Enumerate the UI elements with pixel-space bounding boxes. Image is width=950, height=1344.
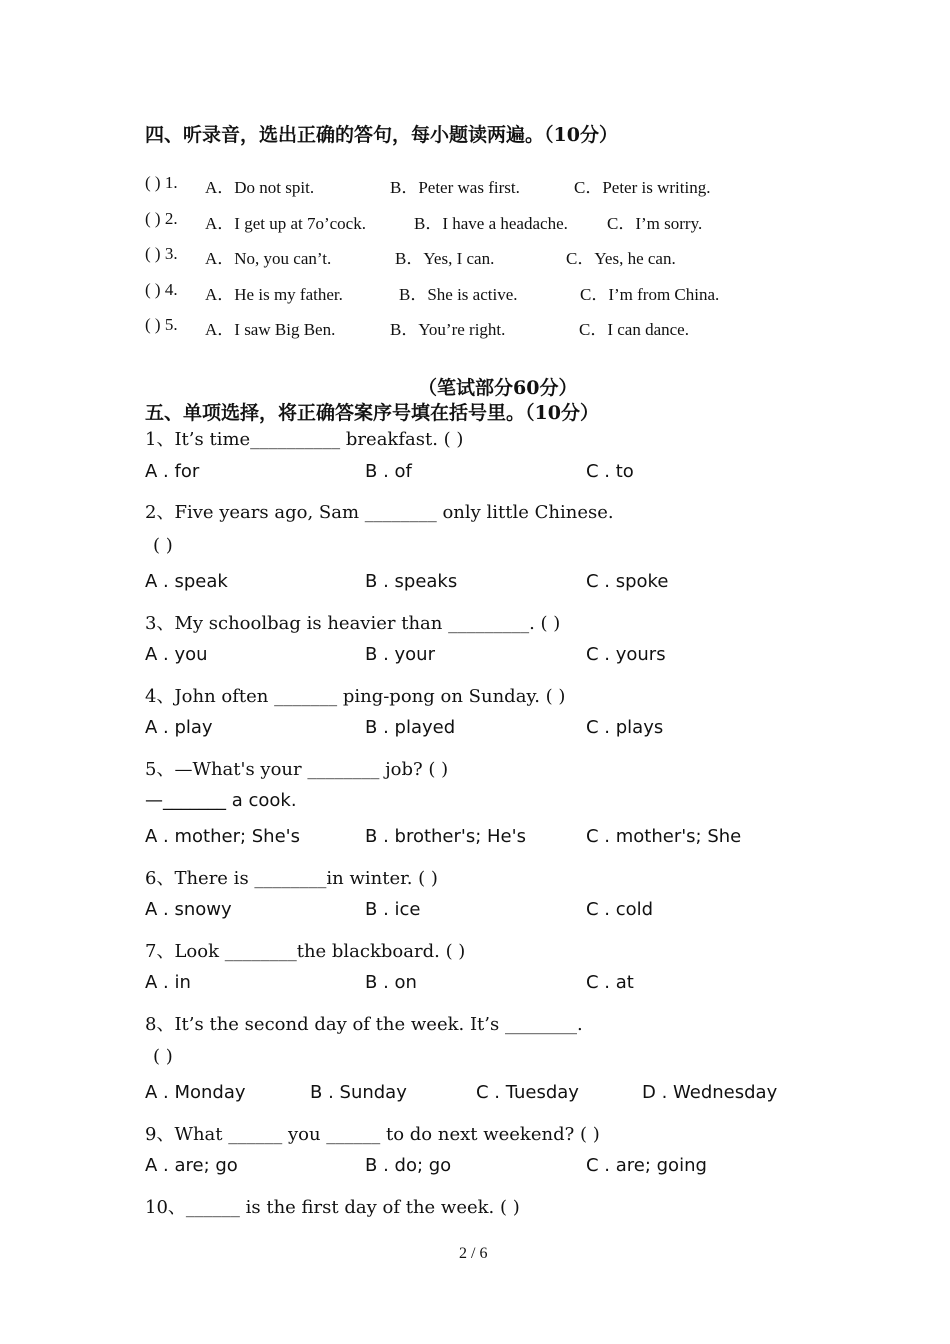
q8-option-b: B . Sunday [310, 1082, 407, 1103]
listen-item-3-num: ( ) 3. [145, 244, 178, 263]
listen-item-2-b: B．I have a headache. [414, 214, 568, 233]
q3-option-c: C . yours [586, 644, 666, 665]
listen-item-5-b: B．You’re right. [390, 320, 506, 339]
question-2-answer-paren: ( ) [153, 535, 173, 556]
listen-item-5-c: C．I can dance. [579, 320, 689, 339]
question-1: 1、It’s time__________ breakfast. ( ) [145, 429, 464, 450]
q7-option-b: B . on [365, 972, 417, 993]
q2-option-c: C . spoke [586, 571, 669, 592]
question-9: 9、What ______ you ______ to do next weekend? ( ) [145, 1124, 600, 1145]
listen-item-5-num: ( ) 5. [145, 315, 178, 334]
q7-option-c: C . at [586, 972, 634, 993]
q1-option-b: B . of [365, 461, 412, 482]
q9-option-a: A . are; go [145, 1155, 238, 1176]
question-5-reply: —_______ a cook. [145, 790, 297, 811]
q4-option-b: B . played [365, 717, 456, 738]
q7-option-a: A . in [145, 972, 191, 993]
q5-option-c: C . mother's; She [586, 826, 742, 847]
listen-item-3-c: C．Yes, he can. [566, 249, 676, 268]
q6-option-b: B . ice [365, 899, 421, 920]
question-3: 3、My schoolbag is heavier than _________. ( ) [145, 613, 561, 634]
listen-item-1-c: C．Peter is writing. [574, 178, 711, 197]
q5-option-b: B . brother's; He's [365, 826, 526, 847]
q9-option-b: B . do; go [365, 1155, 452, 1176]
q1-option-c: C . to [586, 461, 634, 482]
question-8-answer-paren: ( ) [153, 1046, 173, 1067]
question-10: 10、______ is the first day of the week. ( ) [145, 1197, 520, 1218]
written-part-label: （笔试部分60分） [418, 377, 578, 399]
listen-item-4-c: C．I’m from China. [580, 285, 720, 304]
listen-item-4-a: A．He is my father. [205, 285, 343, 304]
listen-item-3-b: B．Yes, I can. [395, 249, 495, 268]
listen-item-1-num: ( ) 1. [145, 173, 178, 192]
q3-option-b: B . your [365, 644, 435, 665]
listen-item-2-c: C．I’m sorry. [607, 214, 703, 233]
page-number: 2 / 6 [459, 1245, 488, 1262]
q8-option-c: C . Tuesday [476, 1082, 579, 1103]
q2-option-b: B . speaks [365, 571, 458, 592]
q3-option-a: A . you [145, 644, 208, 665]
listen-item-5-a: A．I saw Big Ben. [205, 320, 336, 339]
question-2: 2、Five years ago, Sam ________ only little Chinese. [145, 502, 614, 523]
q8-option-d: D . Wednesday [642, 1082, 778, 1103]
listen-item-2-num: ( ) 2. [145, 209, 178, 228]
listen-item-2-a: A．I get up at 7o’cock. [205, 214, 366, 233]
question-4: 4、John often _______ ping-pong on Sunday. ( ) [145, 686, 566, 707]
q9-option-c: C . are; going [586, 1155, 707, 1176]
listen-item-4-num: ( ) 4. [145, 280, 178, 299]
q8-option-a: A . Monday [145, 1082, 246, 1103]
q6-option-c: C . cold [586, 899, 654, 920]
section4-title: 四、听录音，选出正确的答句，每小题读两遍。（10分） [145, 124, 618, 146]
q1-option-a: A . for [145, 461, 200, 482]
q4-option-a: A . play [145, 717, 213, 738]
q2-option-a: A . speak [145, 571, 228, 592]
listen-item-4-b: B．She is active. [399, 285, 518, 304]
listen-item-1-a: A．Do not spit. [205, 178, 315, 197]
question-5: 5、—What's your ________ job? ( ) [145, 759, 449, 780]
question-6: 6、There is ________in winter. ( ) [145, 868, 438, 889]
section5-title: 五、单项选择，将正确答案序号填在括号里。（10分） [145, 402, 599, 424]
q4-option-c: C . plays [586, 717, 664, 738]
listen-item-1-b: B．Peter was first. [390, 178, 520, 197]
q6-option-a: A . snowy [145, 899, 232, 920]
question-7: 7、Look ________the blackboard. ( ) [145, 941, 466, 962]
q5-option-a: A . mother; She's [145, 826, 300, 847]
listen-item-3-a: A．No, you can’t. [205, 249, 332, 268]
question-8: 8、It’s the second day of the week. It’s ________. [145, 1014, 583, 1035]
